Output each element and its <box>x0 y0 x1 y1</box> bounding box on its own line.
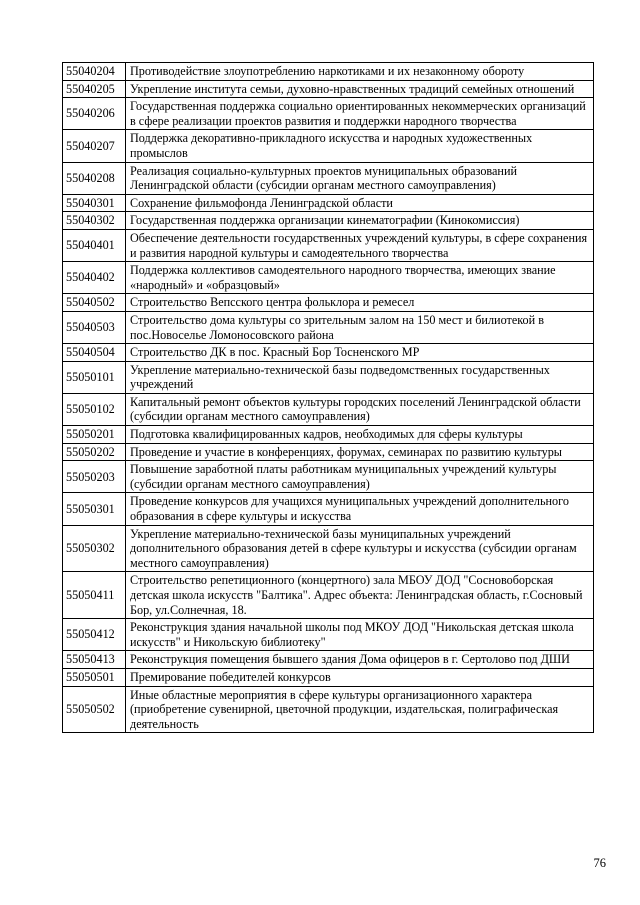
row-code: 55040204 <box>63 63 126 81</box>
table-row <box>63 426 594 444</box>
row-description: Поддержка коллективов самодеятельного народного творчества, имеющих звание «народный» и «образцовый» <box>126 262 594 294</box>
table-row <box>63 63 594 81</box>
row-code: 55040301 <box>63 194 126 212</box>
row-code: 55050301 <box>63 493 126 525</box>
budget-codes-table <box>62 62 594 733</box>
table-row <box>63 443 594 461</box>
row-description: Подготовка квалифицированных кадров, необходимых для сферы культуры <box>126 426 594 444</box>
table-row <box>63 262 594 294</box>
row-code: 55050102 <box>63 393 126 425</box>
row-description: Противодействие злоупотреблению наркотиками и их незаконному обороту <box>126 63 594 81</box>
row-description: Строительство дома культуры со зрительным залом на 150 мест и билиотекой в пос.Новоселье Ломоносовского района <box>126 311 594 343</box>
page-number: 76 <box>593 856 606 870</box>
row-description: Сохранение фильмофонда Ленинградской области <box>126 194 594 212</box>
row-code: 55050502 <box>63 686 126 733</box>
table-row <box>63 493 594 525</box>
table-row <box>63 98 594 130</box>
row-code: 55050202 <box>63 443 126 461</box>
table-row <box>63 229 594 261</box>
row-code: 55050203 <box>63 461 126 493</box>
row-description: Укрепление института семьи, духовно-нравственных традиций семейных отношений <box>126 80 594 98</box>
table-row <box>63 686 594 733</box>
row-description: Государственная поддержка организации кинематографии (Кинокомиссия) <box>126 212 594 230</box>
row-code: 55050302 <box>63 525 126 572</box>
table-row <box>63 525 594 572</box>
row-description: Иные областные мероприятия в сфере культуры организационного характера (приобретение сувенирной, цветочной продукции, издательская, полиграфическая деятельность <box>126 686 594 733</box>
row-code: 55040206 <box>63 98 126 130</box>
row-code: 55040503 <box>63 311 126 343</box>
row-description: Государственная поддержка социально ориентированных некоммерческих организаций в сфере реализации проектов развития и поддержки народного творчества <box>126 98 594 130</box>
table-row <box>63 361 594 393</box>
table-row <box>63 130 594 162</box>
row-code: 55050413 <box>63 651 126 669</box>
row-code: 55050501 <box>63 668 126 686</box>
row-code: 55040402 <box>63 262 126 294</box>
table-row <box>63 461 594 493</box>
row-description: Укрепление материально-технической базы подведомственных государственных учреждений <box>126 361 594 393</box>
row-description: Реконструкция здания начальной школы под МКОУ ДОД "Никольская детская школа искусств" и Никольскую библиотеку" <box>126 619 594 651</box>
table-row <box>63 294 594 312</box>
row-code: 55040502 <box>63 294 126 312</box>
table-row <box>63 344 594 362</box>
row-code: 55050411 <box>63 572 126 619</box>
row-description: Повышение заработной платы работникам муниципальных учреждений культуры (субсидии органам местного самоуправления) <box>126 461 594 493</box>
row-code: 55050412 <box>63 619 126 651</box>
row-code: 55040207 <box>63 130 126 162</box>
row-description: Реализация социально-культурных проектов муниципальных образований Ленинградской области (субсидии органам местного самоуправления) <box>126 162 594 194</box>
row-code: 55040302 <box>63 212 126 230</box>
row-description: Строительство ДК в пос. Красный Бор Тосненского МР <box>126 344 594 362</box>
table-row <box>63 212 594 230</box>
table-row <box>63 194 594 212</box>
table-row <box>63 162 594 194</box>
row-code: 55040205 <box>63 80 126 98</box>
row-code: 55050201 <box>63 426 126 444</box>
table-row <box>63 668 594 686</box>
table-row <box>63 393 594 425</box>
row-description: Строительство репетиционного (концертного) зала МБОУ ДОД "Сосновоборская детская школа искусств "Балтика". Адрес объекта: Ленинградская область, г.Сосновый Бор, ул.Солнечная, 18. <box>126 572 594 619</box>
table-row <box>63 572 594 619</box>
row-description: Капитальный ремонт объектов культуры городских поселений Ленинградской области (субсидии органам местного самоуправления) <box>126 393 594 425</box>
row-description: Поддержка декоративно-прикладного искусства и народных художественных промыслов <box>126 130 594 162</box>
row-code: 55040208 <box>63 162 126 194</box>
table-row <box>63 311 594 343</box>
table-row <box>63 651 594 669</box>
row-code: 55040504 <box>63 344 126 362</box>
row-code: 55040401 <box>63 229 126 261</box>
row-description: Проведение конкурсов для учащихся муниципальных учреждений дополнительного образования в сфере культуры и искусства <box>126 493 594 525</box>
row-description: Строительство Вепсского центра фольклора и ремесел <box>126 294 594 312</box>
row-description: Реконструкция помещения бывшего здания Дома офицеров в г. Сертолово под ДШИ <box>126 651 594 669</box>
row-description: Премирование победителей конкурсов <box>126 668 594 686</box>
table-body <box>63 63 594 733</box>
row-code: 55050101 <box>63 361 126 393</box>
row-description: Обеспечение деятельности государственных учреждений культуры, в сфере сохранения и развития народной культуры и самодеятельного творчества <box>126 229 594 261</box>
table-row <box>63 80 594 98</box>
row-description: Укрепление материально-технической базы муниципальных учреждений дополнительного образования детей в сфере культуры и искусства (субсидии органам местного самоуправления) <box>126 525 594 572</box>
row-description: Проведение и участие в конференциях, форумах, семинарах по развитию культуры <box>126 443 594 461</box>
table-row <box>63 619 594 651</box>
